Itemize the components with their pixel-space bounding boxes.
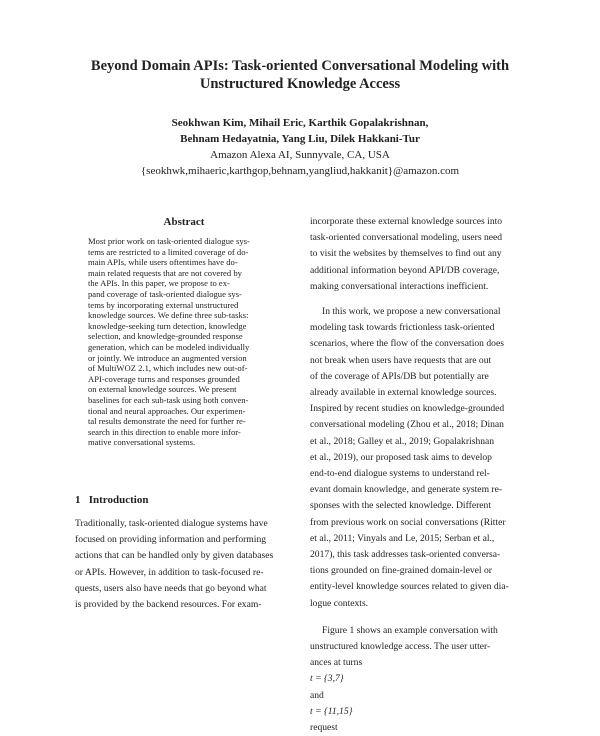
- paper-title: [40, 57, 560, 93]
- abstract-line: selection, and knowledge-grounded response: [88, 331, 243, 342]
- body-line: already available in external knowledge sources.: [310, 387, 497, 399]
- body-line: Figure 1 shows an example conversation with: [322, 624, 498, 636]
- abstract-line: search in this direction to enable more infor-: [88, 426, 241, 437]
- intro-line: actions that can be handled only by given databases: [75, 550, 274, 562]
- body-line: Inspired by recent studies on knowledge-grounded: [310, 403, 505, 415]
- abstract-line: generation, which can be modeled individually: [88, 341, 250, 352]
- section-title: Introduction: [88, 494, 149, 506]
- intro-line: or APIs. However, in addition to task-focused re-: [75, 566, 264, 578]
- body-line: sponses with the selected knowledge. Different: [310, 500, 491, 512]
- body-line: entity-level knowledge sources related to given dia-: [310, 581, 509, 593]
- text-segment: request: [310, 722, 338, 734]
- math-turns-1: t = {3,7}: [310, 673, 344, 685]
- intro-line: quests, users also have needs that go beyond what: [75, 582, 267, 594]
- body-line: evant domain knowledge, and generate system re-: [310, 484, 503, 496]
- abstract-line: API-coverage turns and responses grounded: [88, 373, 240, 384]
- text-segment: and: [310, 689, 324, 701]
- affiliation: Amazon Alexa AI, Sunnyvale, CA, USA: [210, 149, 390, 161]
- body-line: task-oriented conversational modeling, users need: [310, 232, 503, 244]
- body-line: et al., 2011; Vinyals and Le, 2015; Serban et al.,: [310, 532, 495, 544]
- abstract-line: knowledge sources. We define three sub-tasks:: [88, 310, 249, 321]
- body-line: scenarios, where the flow of the conversation does: [310, 338, 504, 350]
- body-line: [310, 655, 536, 736]
- abstract-line: or jointly. We introduce an augmented version: [88, 352, 247, 363]
- body-line: not break when users have requests that are out: [310, 354, 492, 366]
- intro-line: is provided by the backend resources. For exam-: [75, 599, 262, 611]
- body-line: logue contexts.: [310, 597, 369, 609]
- abstract-line: baselines for each sub-task using both conven-: [88, 394, 249, 405]
- abstract-line: pand coverage of task-oriented dialogue sys-: [88, 288, 242, 299]
- body-line: additional information beyond API/DB coverage,: [310, 264, 500, 276]
- abstract-line: Most prior work on task-oriented dialogue sys-: [88, 236, 250, 246]
- abstract-line: tems are restricted to a limited coverage of do-: [88, 246, 249, 257]
- title-line-1: Beyond Domain APIs: Task-oriented Conversational Modeling with: [90, 58, 510, 74]
- author-block: [40, 115, 560, 179]
- body-paragraph-2: [310, 304, 536, 612]
- body-line: In this work, we propose a new conversational: [322, 306, 501, 318]
- body-line: end-to-end dialogue systems to understand rel-: [310, 468, 490, 480]
- body-paragraph-1: [310, 214, 536, 295]
- body-line: to visit the websites by themselves to find out any: [310, 248, 502, 260]
- abstract-line: main APIs, while users oftentimes have do-: [88, 257, 238, 268]
- title-line-2: Unstructured Knowledge Access: [199, 76, 401, 92]
- intro-paragraph: [75, 516, 293, 613]
- body-line: modeling task towards frictionless task-oriented: [310, 322, 495, 334]
- right-column: [310, 214, 536, 736]
- authors-line-1: Seokhwan Kim, Mihail Eric, Karthik Gopalakrishnan,: [171, 117, 429, 129]
- intro-line: Traditionally, task-oriented dialogue systems have: [75, 518, 268, 529]
- section-number: 1: [75, 494, 81, 506]
- intro-line: focused on providing information and performing: [75, 534, 267, 546]
- abstract-body: [75, 236, 293, 448]
- body-line: 2017), this task addresses task-oriented conversa-: [310, 549, 501, 561]
- abstract-line: mative conversational systems.: [88, 437, 196, 448]
- abstract-line: the APIs. In this paper, we propose to ex-: [88, 278, 230, 289]
- body-line: conversational modeling (Zhou et al., 2018; Dinan: [310, 419, 504, 431]
- body-line: et al., 2018; Galley et al., 2019; Gopalakrishnan: [310, 435, 495, 447]
- authors-line-2: Behnam Hedayatnia, Yang Liu, Dilek Hakkani-Tur: [180, 133, 420, 145]
- abstract-line: on external knowledge sources. We present: [88, 384, 237, 395]
- body-line: of the coverage of APIs/DB but potentially are: [310, 370, 489, 382]
- body-paragraph-3: [310, 623, 536, 736]
- body-line: from previous work on social conversations (Ritter: [310, 516, 506, 528]
- abstract-line: tal results demonstrate the need for further re-: [88, 416, 246, 427]
- text-segment: ances at turns: [310, 657, 363, 669]
- body-line: incorporate these external knowledge sources into: [310, 216, 503, 227]
- body-line: et al., 2019), our proposed task aims to develop: [310, 451, 492, 463]
- abstract-line: of MultiWOZ 2.1, which includes new out-of-: [88, 363, 248, 374]
- abstract-line: tems by incorporating external unstructured: [88, 299, 239, 310]
- emails: {seokhwk,mihaeric,karthgop,behnam,yangliud,hakkanit}@amazon.com: [140, 165, 460, 177]
- section-heading-introduction: [75, 493, 148, 507]
- math-turns-2: t = {11,15}: [310, 705, 353, 717]
- body-line: making conversational interactions inefficient.: [310, 280, 489, 292]
- abstract-heading: Abstract: [163, 216, 205, 228]
- abstract-line: tional and neural approaches. Our experimen-: [88, 405, 246, 416]
- abstract-line: knowledge-seeking turn detection, knowledge: [88, 320, 247, 331]
- body-line: tions grounded on fine-grained domain-level or: [310, 565, 492, 577]
- body-line: unstructured knowledge access. The user utter-: [310, 641, 491, 653]
- left-column: [75, 214, 293, 448]
- abstract-line: main related requests that are not covered by: [88, 267, 242, 278]
